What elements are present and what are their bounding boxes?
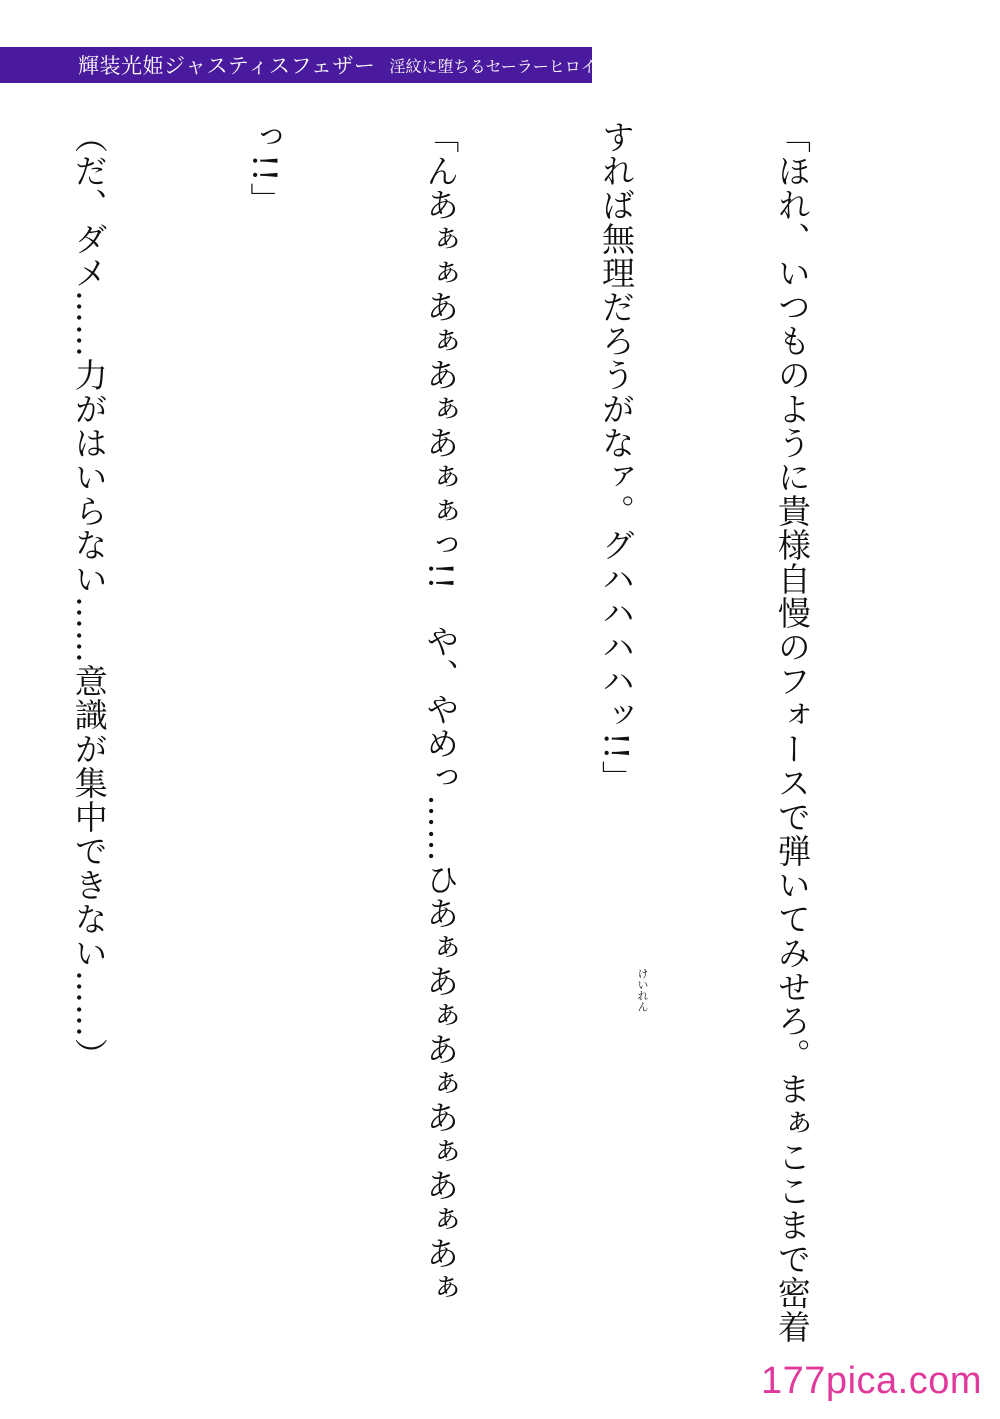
- furigana-annotation: けいれん: [636, 968, 649, 1012]
- text-line: っ!!」: [245, 120, 285, 217]
- text-line: すれば無理だろうがなァ。グハハハハッ!!」: [597, 120, 637, 795]
- text-line: （だ、ダメ……力がはいらない……意識が集中できない……）: [69, 120, 109, 1072]
- header-bar: [0, 47, 613, 83]
- site-watermark: 177pica.com: [761, 1360, 982, 1402]
- text-line: 「ほれ、いつものように貴様自慢のフォースで弾いてみせろ。まぁここまで密着: [772, 120, 812, 1344]
- text-line: 「んあぁぁあぁあぁあぁぁっ!! や、やめっ……ひあぁあぁあぁあぁあぁあぁ: [421, 120, 461, 1305]
- vertical-text-body: [0, 120, 938, 1360]
- book-title: 輝装光姫ジャスティスフェザー: [78, 54, 376, 78]
- book-subtitle: 淫紋に堕ちるセーラーヒロイン: [389, 56, 613, 76]
